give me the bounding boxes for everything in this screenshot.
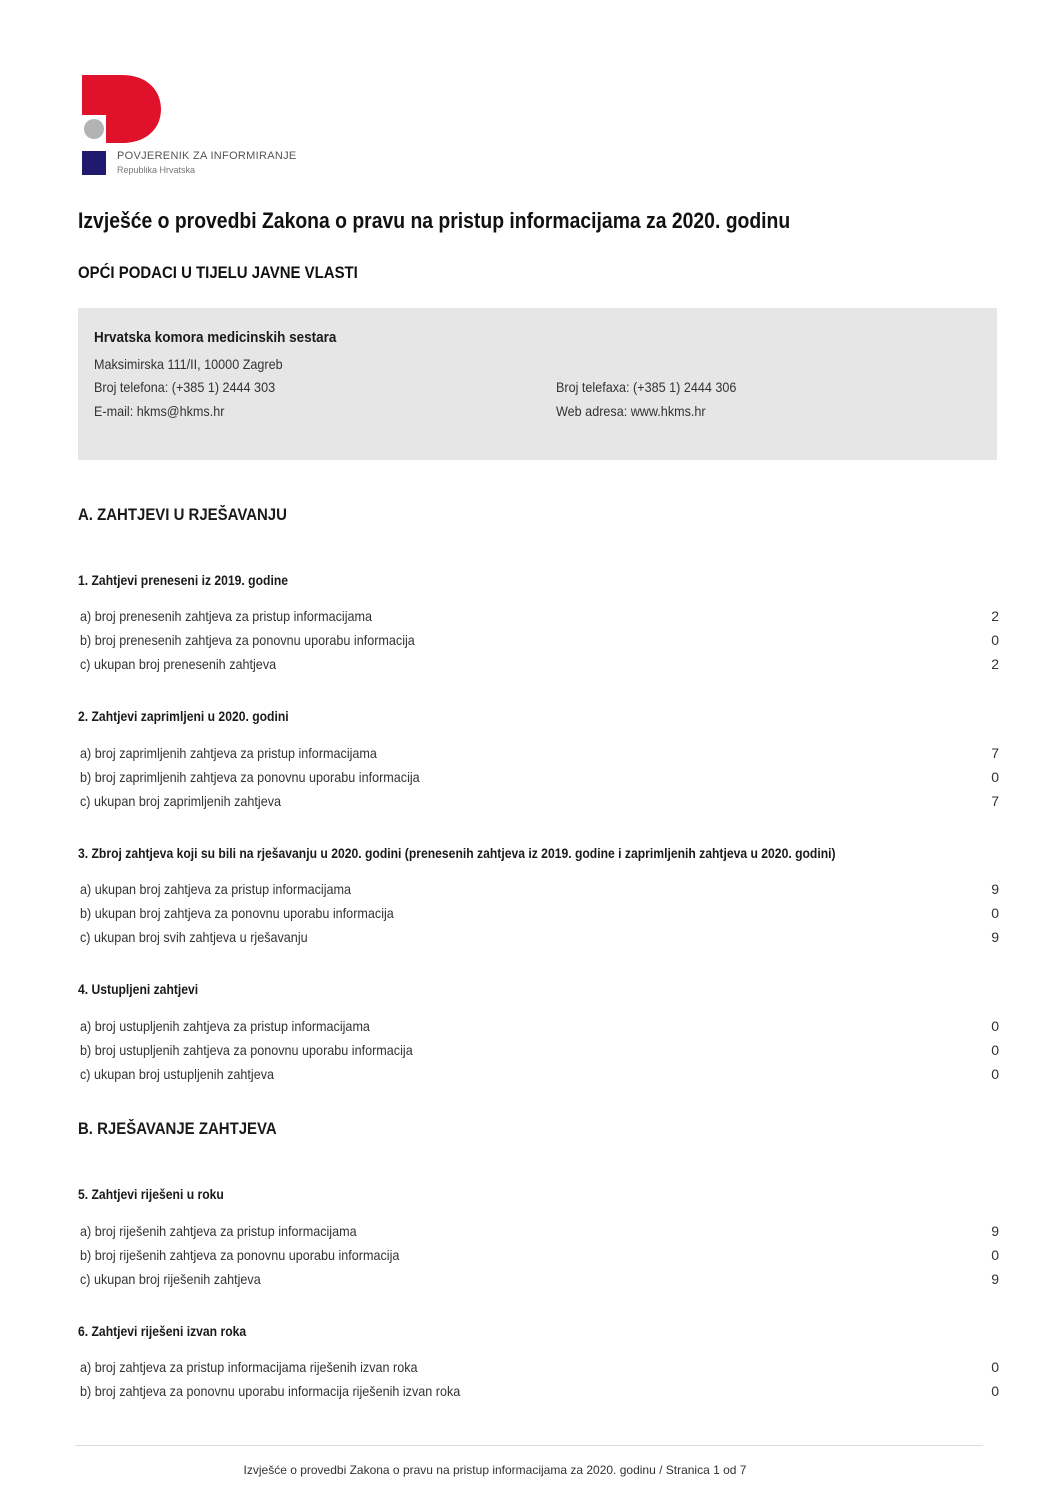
table-row bbox=[80, 1271, 999, 1291]
row-label: a) broj zaprimljenih zahtjeva za pristup informacijama bbox=[80, 745, 377, 761]
organization-address: Maksimirska 111/II, 10000 Zagreb bbox=[94, 356, 283, 372]
row-label: b) ukupan broj zahtjeva za ponovnu uporabu informacija bbox=[80, 905, 394, 921]
row-label: b) broj ustupljenih zahtjeva za ponovnu uporabu informacija bbox=[80, 1042, 413, 1058]
row-value: 0 bbox=[991, 769, 999, 785]
organization-name: Hrvatska komora medicinskih sestara bbox=[94, 329, 337, 346]
organization-phone: Broj telefona: (+385 1) 2444 303 bbox=[94, 379, 276, 395]
row-value: 0 bbox=[991, 1018, 999, 1034]
row-label: b) broj zaprimljenih zahtjeva za ponovnu uporabu informacija bbox=[80, 769, 420, 785]
row-value: 0 bbox=[991, 905, 999, 921]
row-label: c) ukupan broj zaprimljenih zahtjeva bbox=[80, 793, 282, 809]
row-label: c) ukupan broj riješenih zahtjeva bbox=[80, 1271, 261, 1287]
footer-divider bbox=[75, 1445, 983, 1446]
row-label: c) ukupan broj ustupljenih zahtjeva bbox=[80, 1066, 275, 1082]
table-row bbox=[80, 1018, 999, 1038]
row-label: a) broj zahtjeva za pristup informacijama riješenih izvan roka bbox=[80, 1359, 418, 1375]
general-data-heading: OPĆI PODACI U TIJELU JAVNE VLASTI bbox=[78, 263, 358, 282]
row-label: a) broj prenesenih zahtjeva za pristup informacijama bbox=[80, 608, 373, 624]
row-label: c) ukupan broj svih zahtjeva u rješavanju bbox=[80, 929, 308, 945]
group-3-title: 3. Zbroj zahtjeva koji su bili na rješavanju u 2020. godini (prenesenih zahtjeva iz 2019. godine i zaprimljenih zahtjeva u 2020. godini) bbox=[78, 846, 836, 861]
row-label: b) broj riješenih zahtjeva za ponovnu uporabu informacija bbox=[80, 1247, 400, 1263]
table-row bbox=[80, 745, 999, 765]
row-value: 2 bbox=[991, 656, 999, 672]
table-row bbox=[80, 1066, 999, 1086]
organization-info-box bbox=[78, 308, 997, 460]
group-6-title: 6. Zahtjevi riješeni izvan roka bbox=[78, 1324, 247, 1339]
table-row bbox=[80, 929, 999, 949]
table-row bbox=[80, 608, 999, 628]
row-value: 7 bbox=[991, 793, 999, 809]
row-value: 0 bbox=[991, 1383, 999, 1399]
table-row bbox=[80, 1247, 999, 1267]
section-a-heading: A. ZAHTJEVI U RJEŠAVANJU bbox=[78, 505, 287, 524]
table-row bbox=[80, 1042, 999, 1062]
row-value: 9 bbox=[991, 1223, 999, 1239]
row-value: 9 bbox=[991, 929, 999, 945]
logo-name: POVJERENIK ZA INFORMIRANJE bbox=[117, 150, 297, 162]
document-title: Izvješće o provedbi Zakona o pravu na pristup informacijama za 2020. godinu bbox=[78, 208, 791, 233]
table-row bbox=[80, 1383, 999, 1403]
group-4-title: 4. Ustupljeni zahtjevi bbox=[78, 982, 199, 997]
row-value: 0 bbox=[991, 1066, 999, 1082]
row-value: 9 bbox=[991, 881, 999, 897]
row-label: b) broj zahtjeva za ponovnu uporabu informacija riješenih izvan roka bbox=[80, 1383, 461, 1399]
group-1-title: 1. Zahtjevi preneseni iz 2019. godine bbox=[78, 573, 289, 588]
row-value: 9 bbox=[991, 1271, 999, 1287]
table-row bbox=[80, 793, 999, 813]
logo bbox=[82, 75, 322, 180]
row-label: b) broj prenesenih zahtjeva za ponovnu uporabu informacija bbox=[80, 632, 415, 648]
table-row bbox=[80, 905, 999, 925]
row-value: 0 bbox=[991, 632, 999, 648]
row-label: a) broj riješenih zahtjeva za pristup informacijama bbox=[80, 1223, 357, 1239]
logo-grey-dot bbox=[84, 119, 104, 139]
organization-fax: Broj telefaxa: (+385 1) 2444 306 bbox=[556, 379, 737, 395]
table-row bbox=[80, 1359, 999, 1379]
table-row bbox=[80, 881, 999, 901]
group-5-title: 5. Zahtjevi riješeni u roku bbox=[78, 1187, 224, 1202]
page-footer: Izvješće o provedbi Zakona o pravu na pristup informacijama za 2020. godinu / Stranica 1 od 7 bbox=[243, 1463, 747, 1477]
organization-web: Web adresa: www.hkms.hr bbox=[556, 403, 706, 419]
row-label: a) broj ustupljenih zahtjeva za pristup informacijama bbox=[80, 1018, 370, 1034]
row-value: 0 bbox=[991, 1247, 999, 1263]
table-row bbox=[80, 1223, 999, 1243]
table-row bbox=[80, 656, 999, 676]
group-2-title: 2. Zahtjevi zaprimljeni u 2020. godini bbox=[78, 709, 289, 724]
logo-subtitle: Republika Hrvatska bbox=[117, 165, 196, 175]
row-label: a) ukupan broj zahtjeva za pristup informacijama bbox=[80, 881, 352, 897]
row-value: 0 bbox=[991, 1042, 999, 1058]
row-value: 0 bbox=[991, 1359, 999, 1375]
table-row bbox=[80, 632, 999, 652]
logo-navy-square bbox=[82, 151, 106, 175]
organization-email: E-mail: hkms@hkms.hr bbox=[94, 403, 225, 419]
row-value: 7 bbox=[991, 745, 999, 761]
row-label: c) ukupan broj prenesenih zahtjeva bbox=[80, 656, 277, 672]
section-b-heading: B. RJEŠAVANJE ZAHTJEVA bbox=[78, 1119, 277, 1138]
table-row bbox=[80, 769, 999, 789]
row-value: 2 bbox=[991, 608, 999, 624]
